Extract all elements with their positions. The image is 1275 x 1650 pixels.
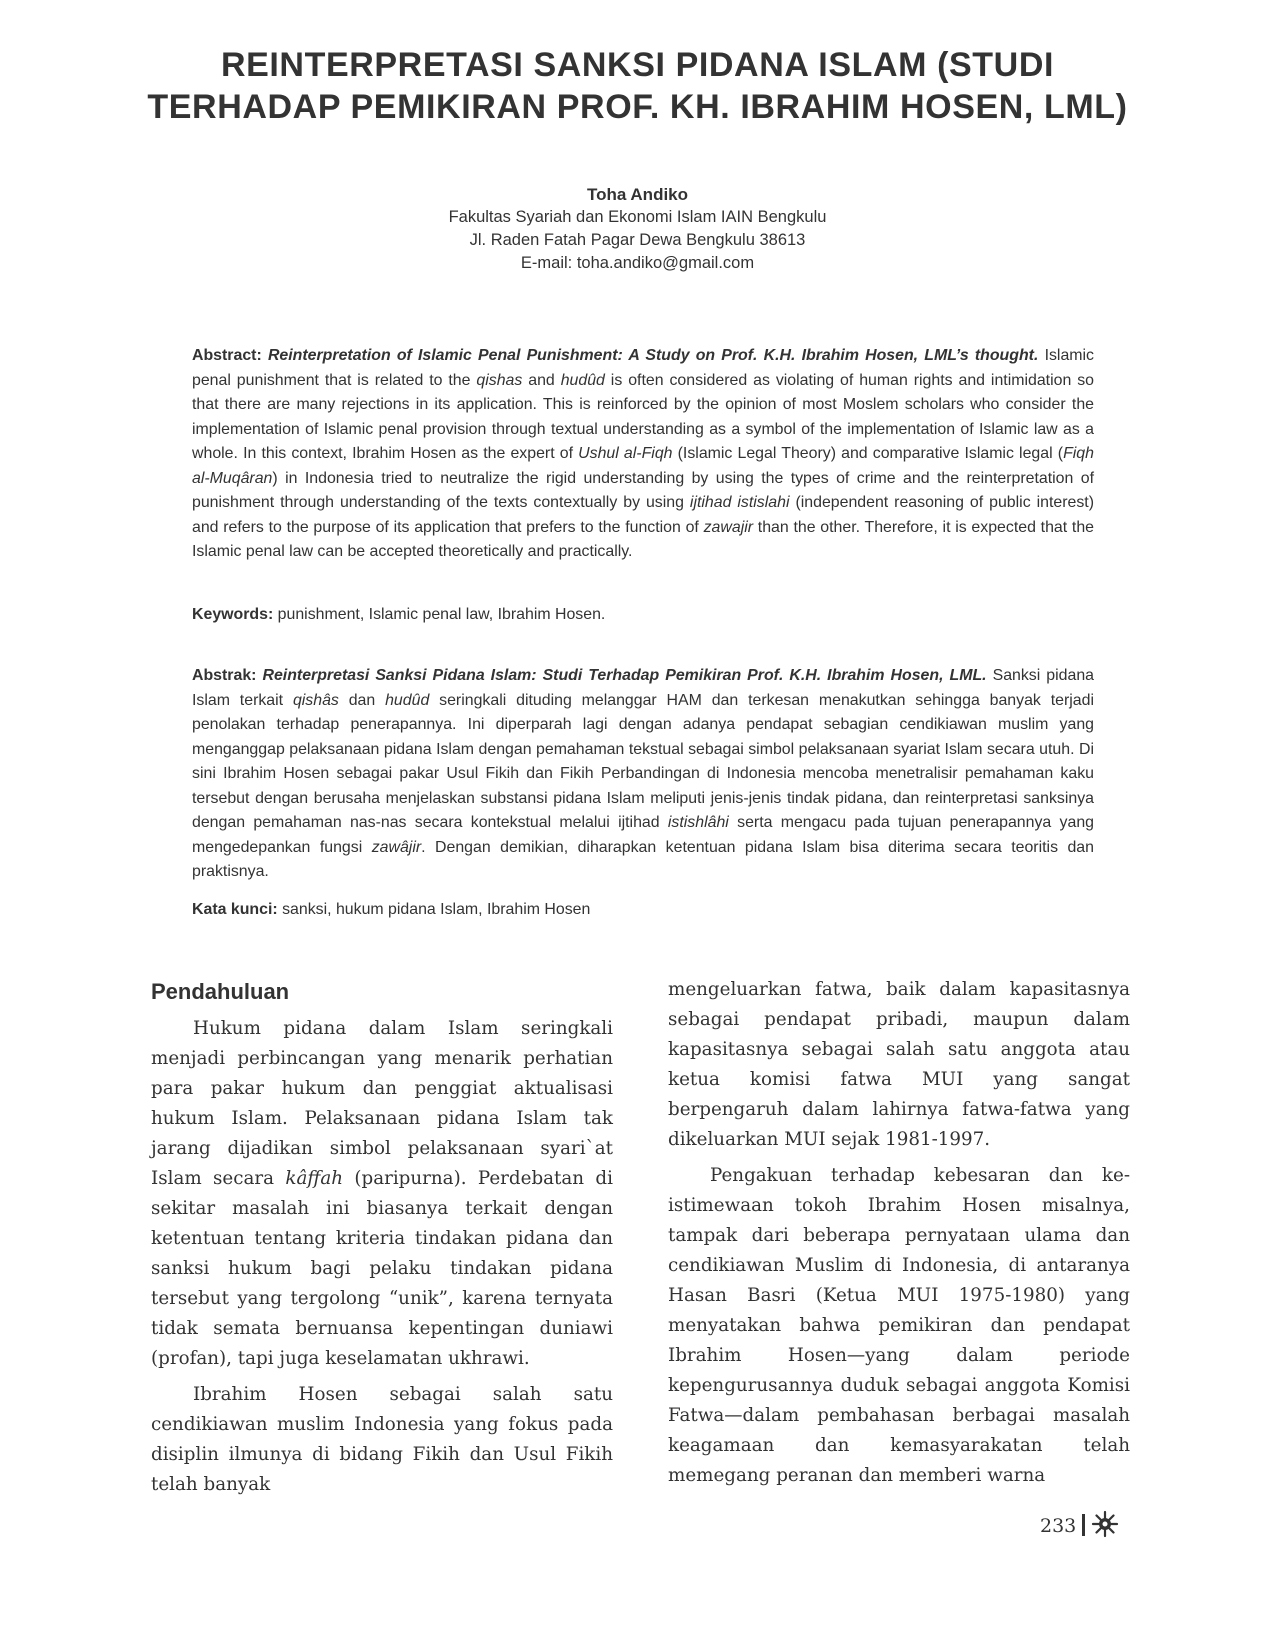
- abstrak-text: dan: [338, 691, 386, 709]
- body-paragraph: mengeluarkan fatwa, baik dalam kapasitasnya sebagai pendapat pribadi, maupun dalam kapasitasnya sebagai salah satu anggota atau ketua komisi fatwa MUI yang sangat berpengaruh dalam lahirnya fatwa-fatwa yang dikeluarkan MUI sejak 1981-1997.: [668, 979, 1130, 1150]
- author-block: [300, 183, 975, 275]
- abstract-term: hudûd: [560, 371, 605, 389]
- keywords-text: punishment, Islamic penal law, Ibrahim Hosen.: [273, 606, 606, 623]
- abstrak-label: Abstrak:: [192, 667, 257, 684]
- abstract-text: (Islamic Legal Theory) and comparative Islamic legal (: [672, 445, 1064, 462]
- paper-title: REINTERPRETASI SANKSI PIDANA ISLAM (STUDI TERHADAP PEMIKIRAN PROF. KH. IBRAHIM HOSEN, LML): [147, 46, 1128, 126]
- abstrak-term: hudûd: [385, 691, 430, 709]
- abstract-text: ) in Indonesia tried to neutralize the rigid understanding by using the types of crime and the reinterpretation of punishment through understanding of the texts contextually by using: [192, 469, 1094, 511]
- keywords-label: Keywords:: [192, 606, 274, 623]
- abstract-term: Fiqh al-Muqâran: [192, 445, 1094, 487]
- abstract-text: is often considered as violating of human rights and intimidation so that there are many rejections in its application. This is reinforced by the opinion of most Moslem scholars who consider the implementation of Islamic penal provision through textual understanding as a symbol of the implementation of Islamic law as a whole. In this context, Ibrahim Hosen as the expert of: [192, 371, 1095, 462]
- abstrak-title: Reinterpretasi Sanksi Pidana Islam: Studi Terhadap Pemikiran Prof. K.H. Ibrahim Hosen, LML.: [262, 667, 987, 684]
- abstract-label: Abstract:: [192, 347, 262, 364]
- ornament-icon: [1091, 1510, 1119, 1538]
- body-column-right: [668, 975, 1130, 1497]
- body-text: (paripurna). Perdebatan di sekitar masalah ini biasanya terkait dengan ketentuan tentang kriteria tindakan pidana dan sanksi hukum bagi pelaku tindakan pidana tersebut yang tergolong “unik”, karena ternyata tidak semata bernuansa kepentingan duniawi (profan), tapi juga keselamatan ukhrawi.: [151, 1168, 613, 1369]
- abstract-term: ijtihad istislahi: [689, 494, 790, 511]
- page-number: 233: [1040, 1515, 1077, 1537]
- kata-kunci: [192, 898, 590, 922]
- footer-divider: [1082, 1514, 1085, 1536]
- keywords: [192, 603, 605, 627]
- kata-kunci-text: sanksi, hukum pidana Islam, Ibrahim Hosen: [277, 901, 591, 918]
- body-column-left: [151, 978, 613, 1506]
- body-term: kâffah: [285, 1168, 343, 1189]
- body-paragraph: [151, 1014, 613, 1374]
- author-name: Toha Andiko: [586, 185, 689, 204]
- abstrak-term: istishlâhi: [667, 814, 729, 831]
- page-footer: [1040, 1510, 1119, 1540]
- author-email[interactable]: E-mail: toha.andiko@gmail.com: [520, 254, 755, 272]
- abstract-text: and: [522, 371, 561, 389]
- abstrak-term: zawâjir: [371, 838, 422, 856]
- abstrak-term: qishâs: [292, 691, 339, 709]
- body-paragraph: Ibrahim Hosen sebagai salah satu cendikiawan muslim Indonesia yang fokus pada disiplin ilmunya di bidang Fikih dan Usul Fikih telah banyak: [151, 1384, 613, 1495]
- author-affiliation: Fakultas Syariah dan Ekonomi Islam IAIN Bengkulu: [448, 208, 827, 226]
- abstract-term: Ushul al-Fiqh: [578, 445, 673, 462]
- author-address: Jl. Raden Fatah Pagar Dewa Bengkulu 38613: [469, 231, 806, 249]
- kata-kunci-label: Kata kunci:: [192, 901, 278, 918]
- abstract-title: Reinterpretation of Islamic Penal Punishment: A Study on Prof. K.H. Ibrahim Hosen, LML’s thought.: [267, 347, 1039, 364]
- abstract-text: than the other. Therefore, it is expected that the Islamic penal law can be accepted theoretically and practically.: [192, 518, 1095, 560]
- abstract-term: qishas: [476, 371, 523, 389]
- abstrak-text: serta mengacu pada tujuan penerapannya yang mengedepankan fungsi: [192, 814, 1094, 856]
- abstrak-text: seringkali dituding melanggar HAM dan terkesan menakutkan sehingga banyak terjadi penolakan terhadap penerapannya. Ini diperparah lagi dengan adanya pendapat sebagian cendikiawan muslim yang menganggap pelaksanaan pidana Islam dengan pemahaman tekstual sebagai simbol pelaksanaan syariat Islam secara utuh. Di sini Ibrahim Hosen sebagai pakar Usul Fikih dan Fikih Perbandingan di Indonesia mencoba menetralisir pemahaman kaku tersebut dengan berusaha menjelaskan substansi pidana Islam meliputi jenis-jenis tindak pidana, dan reinterpretasi sanksinya dengan pemahaman nas-nas secara kontekstual melalui ijtihad: [192, 691, 1095, 831]
- abstract-term: zawajir: [703, 518, 754, 536]
- section-heading: Pendahuluan: [151, 979, 290, 1004]
- abstrak-text: . Dengan demikian, diharapkan ketentuan pidana Islam bisa diterima secara teoritis dan praktisnya.: [192, 838, 1094, 880]
- abstract-english: [192, 344, 1094, 565]
- abstract-indonesian: [192, 664, 1094, 885]
- abstract-text: (independent reasoning of public interest) and refers to the purpose of its application that prefers to the function of: [192, 494, 1094, 536]
- abstract-text: Islamic penal punishment that is related to the: [192, 347, 1095, 389]
- body-paragraph: Pengakuan terhadap kebesaran dan ke-istimewaan tokoh Ibrahim Hosen misalnya, tampak dari beberapa pernyataan ulama dan cendikiawan Muslim di Indonesia, di antaranya Hasan Basri (Ketua MUI 1975-1980) yang menyatakan bahwa pemikiran dan pendapat Ibrahim Hosen—yang dalam periode kepengurusannya duduk sebagai anggota Komisi Fatwa—dalam pembahasan berbagai masalah keagamaan dan kemasyarakatan telah memegang peranan dan memberi warna: [668, 1165, 1130, 1486]
- abstrak-text: Sanksi pidana Islam terkait: [192, 667, 1095, 709]
- body-text: Hukum pidana dalam Islam seringkali menjadi perbincangan yang menarik perhatian para pakar hukum dan penggiat aktualisasi hukum Islam. Pelaksanaan pidana Islam tak jarang dijadikan simbol pelaksanaan syari`at Islam secara: [151, 1018, 613, 1189]
